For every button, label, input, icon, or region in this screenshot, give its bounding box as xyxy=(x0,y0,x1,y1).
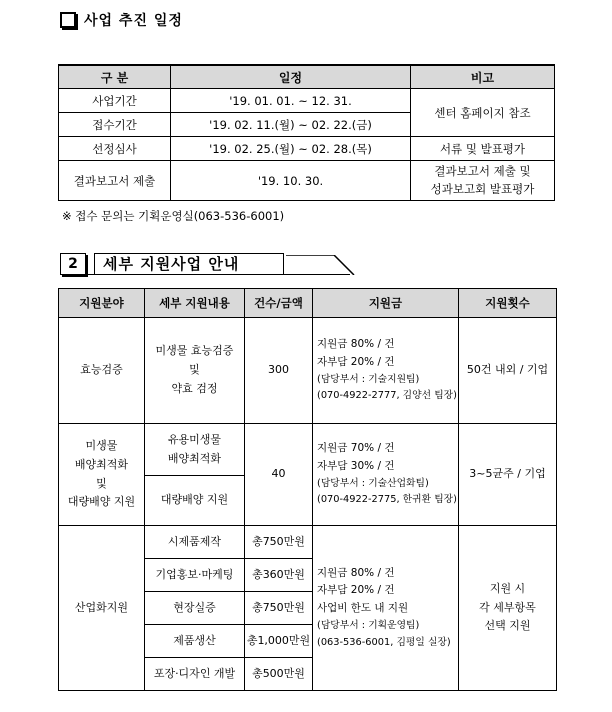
amount-cell: 총500만원 xyxy=(245,658,313,691)
count-cell: 300 xyxy=(245,318,313,424)
field-line: 미생물 xyxy=(85,439,118,453)
field-cell xyxy=(59,424,145,526)
amount-cell: 총750만원 xyxy=(245,526,313,559)
detail-cell: 제품생산 xyxy=(145,625,245,658)
detail-line: 유용미생물 xyxy=(167,432,222,446)
field-line: 배양최적화 xyxy=(74,457,129,471)
count-cell: 40 xyxy=(245,424,313,526)
amount-cell: 총750만원 xyxy=(245,592,313,625)
support-line: (070-4922-2777, 김양선 팀장) xyxy=(317,390,457,402)
row-label: 결과보고서 제출 xyxy=(59,161,171,201)
field-line: 및 xyxy=(96,476,107,490)
header-schedule: 일정 xyxy=(171,65,411,89)
detail-cell: 포장·디자인 개발 xyxy=(145,658,245,691)
amount-cell: 총360만원 xyxy=(245,559,313,592)
row-schedule: '19. 10. 30. xyxy=(171,161,411,201)
heading-slant-decoration xyxy=(286,255,356,275)
remarks-line: 성과보고회 발표평가 xyxy=(430,181,535,196)
field-line: 대량배양 지원 xyxy=(67,495,136,509)
support-cell xyxy=(313,526,459,691)
remarks-line: 결과보고서 제출 및 xyxy=(434,163,531,178)
times-cell: 50건 내외 / 기업 xyxy=(459,318,557,424)
row-remarks xyxy=(411,161,555,201)
support-table xyxy=(58,288,557,691)
support-line: 자부담 30% / 건 xyxy=(317,459,395,472)
row-remarks: 서류 및 발표평가 xyxy=(411,137,555,161)
header-support: 지원금 xyxy=(313,289,459,318)
checkbox-square-icon xyxy=(60,12,76,28)
table-row xyxy=(59,89,555,113)
row-label: 접수기간 xyxy=(59,113,171,137)
detail-line: 미생물 효능검증 xyxy=(155,344,234,358)
header-detail: 세부 지원내용 xyxy=(145,289,245,318)
support-line: 지원금 70% / 건 xyxy=(317,442,395,455)
detail-cell: 시제품제작 xyxy=(145,526,245,559)
header-count: 건수/금액 xyxy=(245,289,313,318)
times-line: 지원 시 xyxy=(489,581,526,595)
header-category: 구 분 xyxy=(59,65,171,89)
section2-title: 세부 지원사업 안내 xyxy=(94,253,284,274)
support-line: (담당부서 : 기술산업화팀) xyxy=(317,477,429,489)
support-line: 사업비 한도 내 지원 xyxy=(317,602,409,615)
table-row xyxy=(59,526,557,559)
section1-title: 사업 추진 일정 xyxy=(84,13,183,29)
support-line: (담당부서 : 기술지원팀) xyxy=(317,373,420,385)
section2-heading xyxy=(60,253,350,275)
detail-cell xyxy=(145,424,245,476)
table-row xyxy=(59,161,555,201)
schedule-table xyxy=(58,64,555,201)
row-schedule: '19. 02. 11.(월) ~ 02. 22.(금) xyxy=(171,113,411,137)
support-line: 자부담 20% / 건 xyxy=(317,584,395,597)
detail-line: 배양최적화 xyxy=(167,451,222,465)
heading-underline xyxy=(60,274,350,275)
support-line: (063-536-6001, 김평일 실장) xyxy=(317,636,451,648)
header-times: 지원횟수 xyxy=(459,289,557,318)
row-schedule: '19. 02. 25.(월) ~ 02. 28.(목) xyxy=(171,137,411,161)
support-line: 지원금 80% / 건 xyxy=(317,566,395,579)
field-cell: 산업화지원 xyxy=(59,526,145,691)
detail-cell xyxy=(145,318,245,424)
detail-line: 및 xyxy=(189,363,200,377)
contact-footnote: ※ 접수 문의는 기획운영실(063-536-6001) xyxy=(62,209,285,223)
times-line: 각 세부항목 xyxy=(479,600,536,614)
support-cell xyxy=(313,424,459,526)
table-row xyxy=(59,424,557,476)
row-label: 사업기간 xyxy=(59,89,171,113)
support-cell xyxy=(313,318,459,424)
table-row xyxy=(59,318,557,424)
support-line: 지원금 80% / 건 xyxy=(317,338,395,351)
row-remarks: 센터 홈페이지 참조 xyxy=(411,89,555,137)
support-line: (담당부서 : 기획운영팀) xyxy=(317,620,420,632)
detail-cell: 기업홍보·마케팅 xyxy=(145,559,245,592)
times-cell: 3~5균주 / 기업 xyxy=(459,424,557,526)
section1-heading xyxy=(60,10,183,30)
header-field: 지원분야 xyxy=(59,289,145,318)
times-cell xyxy=(459,526,557,691)
header-remarks: 비고 xyxy=(411,65,555,89)
row-label: 선정심사 xyxy=(59,137,171,161)
detail-cell: 대량배양 지원 xyxy=(145,476,245,526)
support-line: 자부담 20% / 건 xyxy=(317,355,395,368)
table-row xyxy=(59,137,555,161)
field-cell: 효능검증 xyxy=(59,318,145,424)
detail-line: 약효 검정 xyxy=(171,381,218,395)
amount-cell: 총1,000만원 xyxy=(245,625,313,658)
support-line: (070-4922-2775, 한귀환 팀장) xyxy=(317,494,457,506)
section-number: 2 xyxy=(60,253,86,275)
times-line: 선택 지원 xyxy=(484,619,531,633)
detail-cell: 현장실증 xyxy=(145,592,245,625)
row-schedule: '19. 01. 01. ~ 12. 31. xyxy=(171,89,411,113)
